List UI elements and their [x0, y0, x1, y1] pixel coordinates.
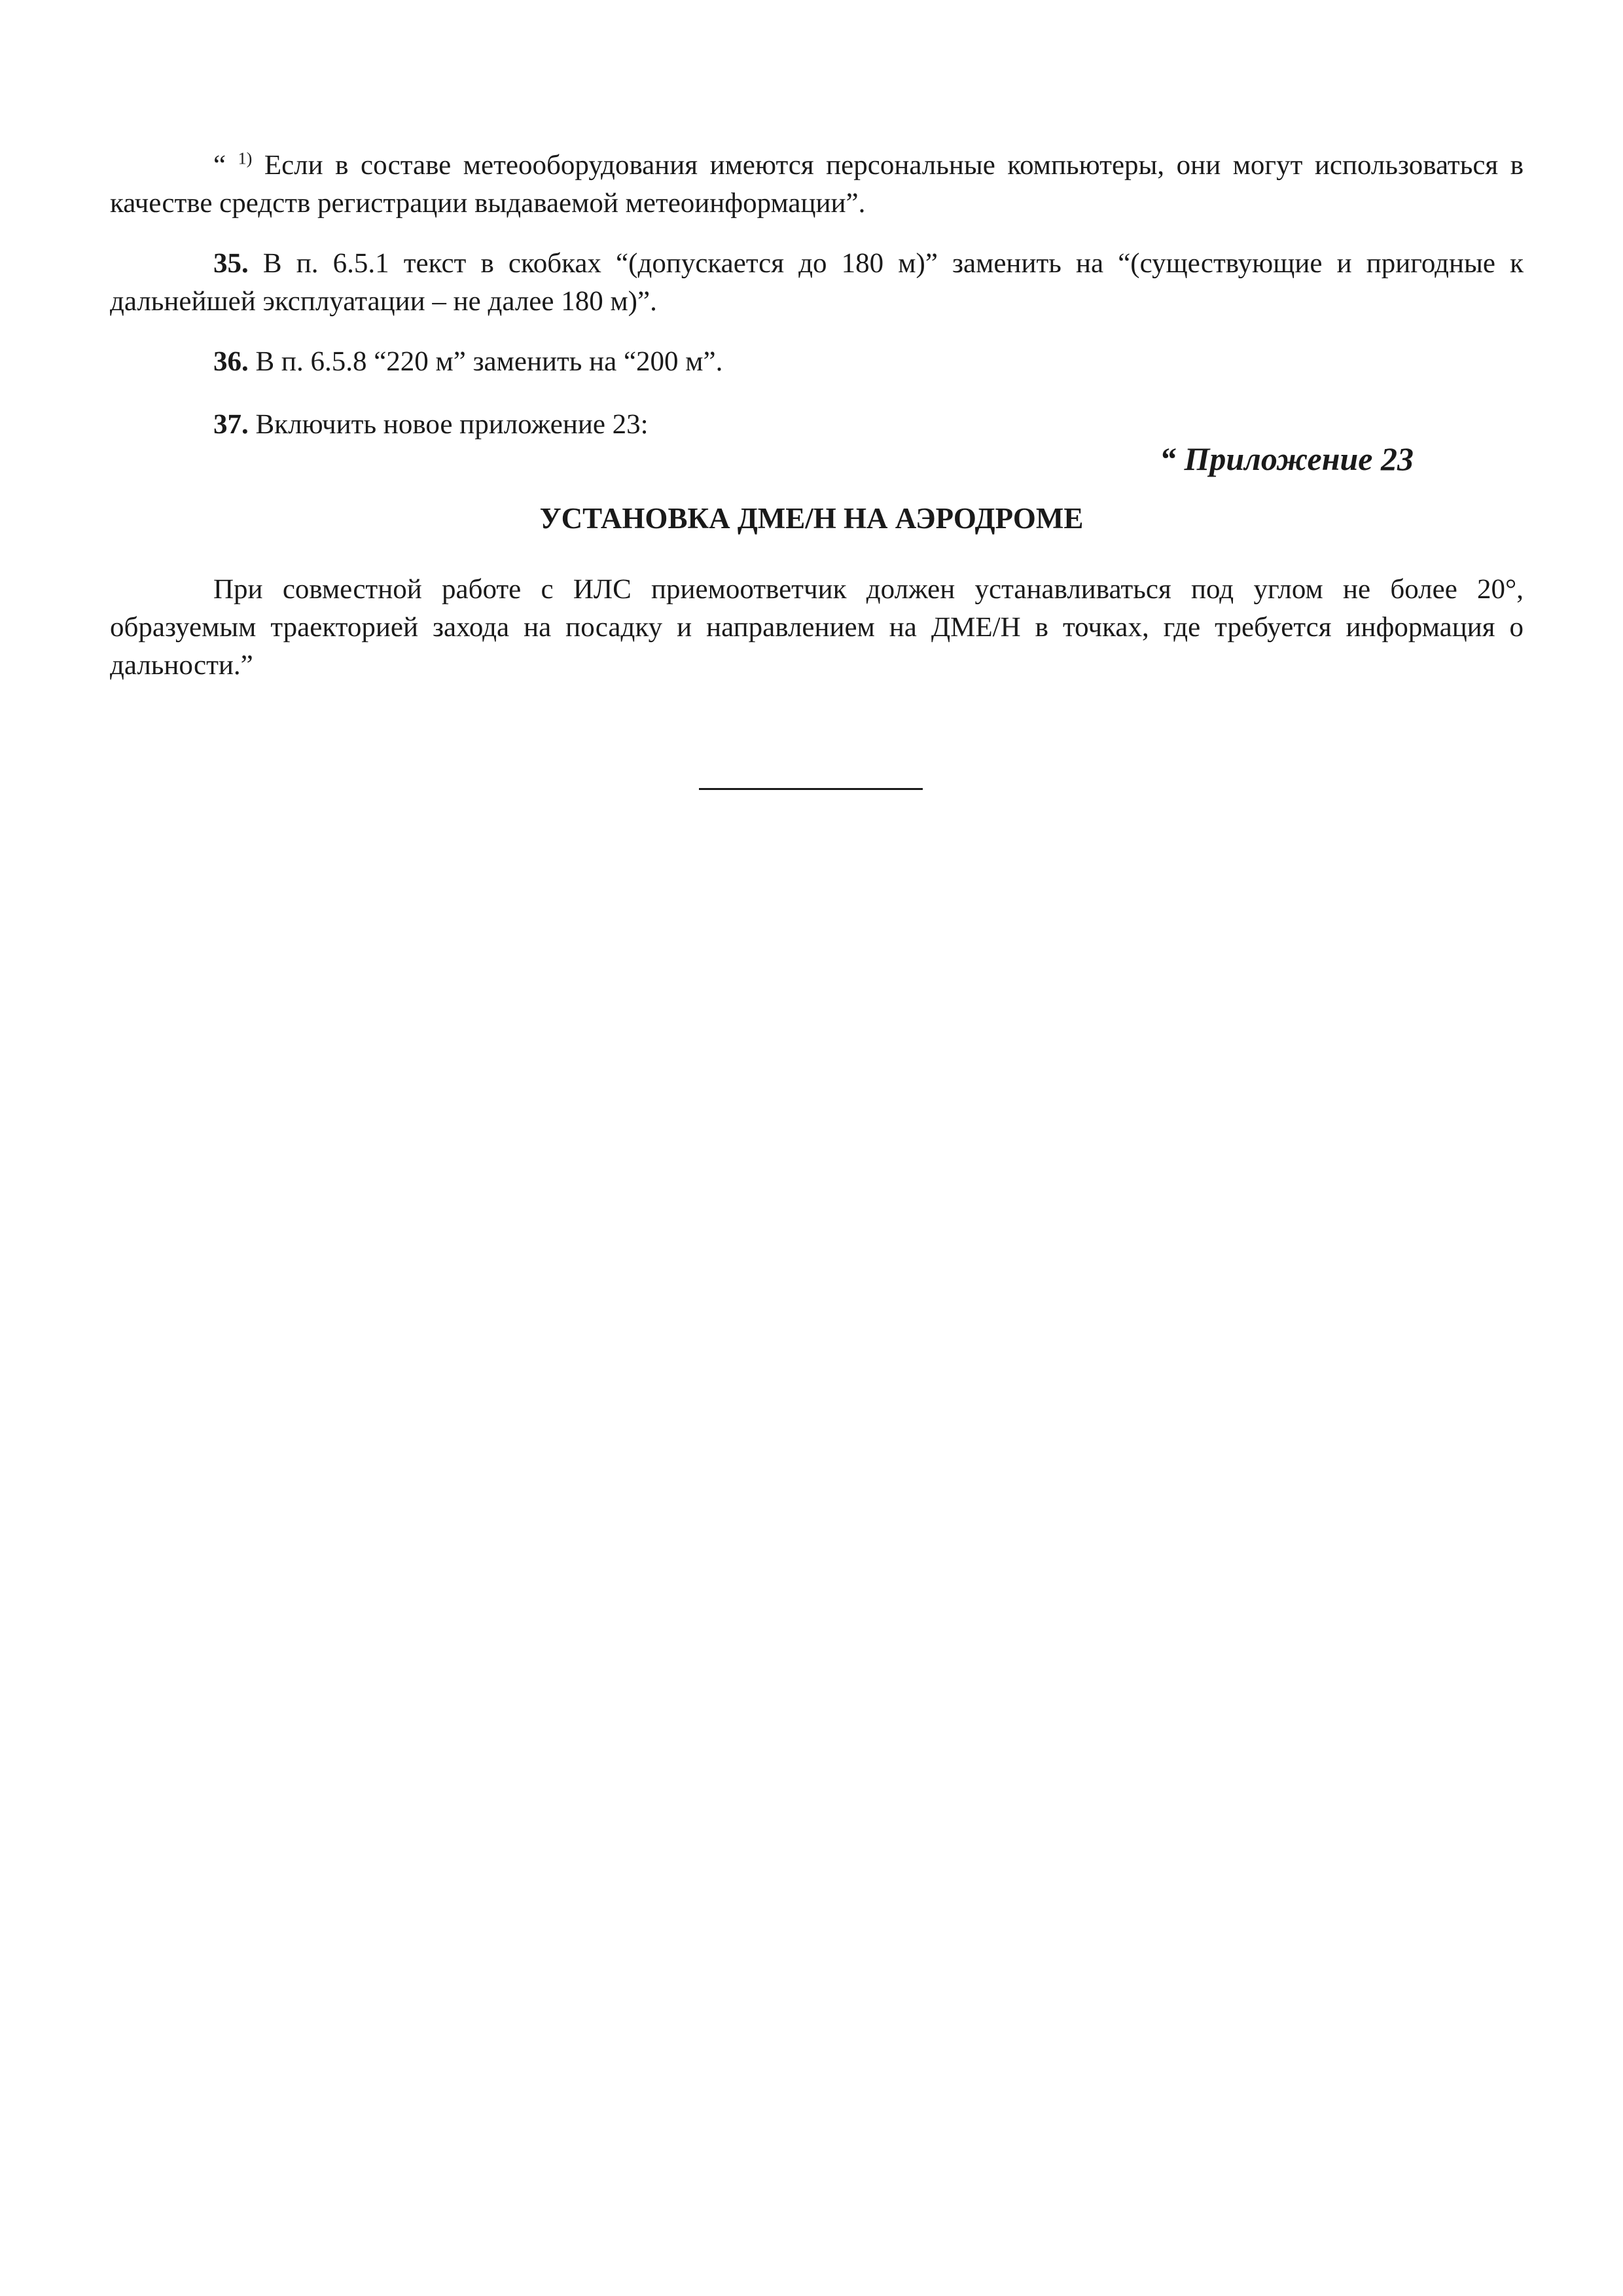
item-35-number: 35.	[213, 248, 249, 279]
item-37-number: 37.	[213, 409, 249, 440]
item-37-text: Включить новое приложение 23:	[255, 409, 649, 440]
footnote-paragraph	[110, 147, 1524, 223]
item-35-text: В п. 6.5.1 текст в скобках “(допускается до 180 м)” заменить на “(существующие и пригодные к дальнейшей эксплуатации – не далее 180 м)”.	[110, 248, 1524, 317]
appendix-body-paragraph: При совместной работе с ИЛС приемоответчик должен устанавливаться под углом не более 20°, образуемым траекторией захода на посадку и направлением на ДМЕ/Н в точках, где требуется информация о дальности.”	[110, 574, 1524, 681]
item-35-paragraph	[110, 245, 1524, 321]
item-36-number: 36.	[213, 346, 249, 377]
footnote-marker: 1)	[238, 149, 253, 168]
footnote-open-quote: “	[213, 150, 226, 181]
item-36-paragraph	[110, 343, 1524, 381]
end-divider	[699, 788, 923, 790]
item-36-text: В п. 6.5.8 “220 м” заменить на “200 м”.	[255, 346, 723, 377]
footnote-text: Если в составе метеооборудования имеются персональные компьютеры, они могут использоваться в качестве средств регистрации выдаваемой метеоинформации”.	[110, 150, 1524, 219]
appendix-title: УСТАНОВКА ДМЕ/Н НА АЭРОДРОМЕ	[539, 502, 1084, 535]
appendix-label: “ Приложение 23	[1159, 440, 1414, 477]
